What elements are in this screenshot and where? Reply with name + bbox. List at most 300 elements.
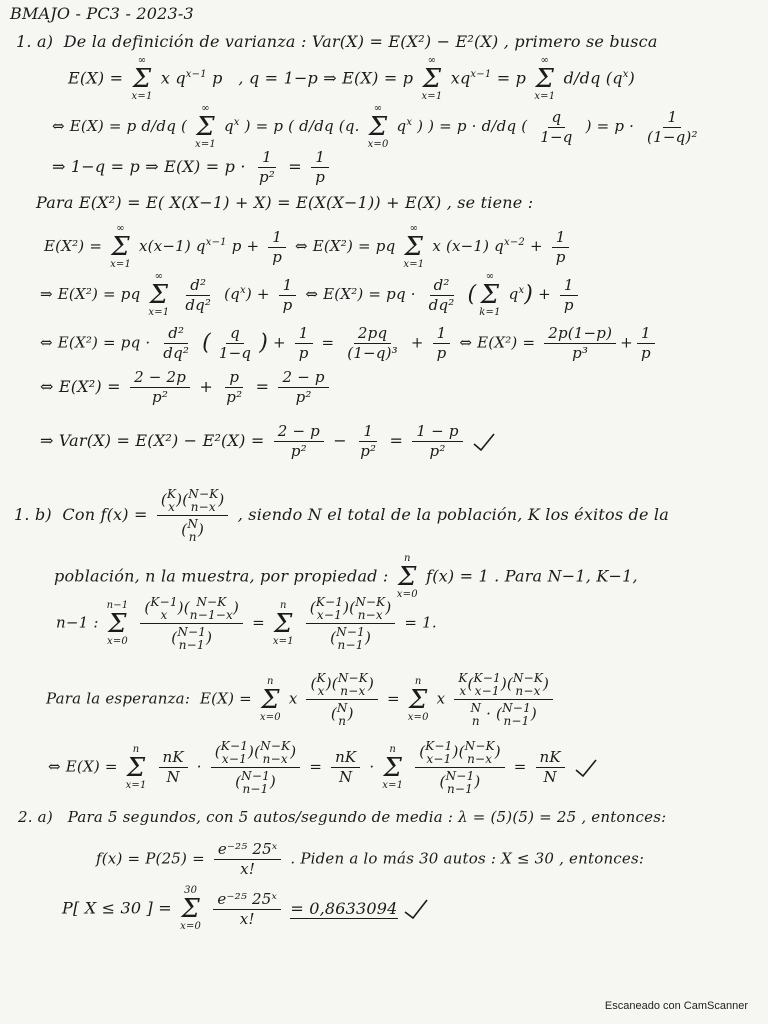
- esp-eq2: =: [386, 689, 400, 708]
- frac-num: 2pq: [354, 326, 391, 344]
- sum-lower: k=1: [479, 307, 501, 318]
- binom-bottom: n: [471, 713, 480, 728]
- frac-num: ( K x )( N−K n−x ): [306, 672, 378, 700]
- frac-den: ( N n ): [181, 517, 205, 544]
- sum-symbol: [403, 224, 424, 270]
- ex-result-line: [52, 150, 333, 185]
- frac-num: 1: [552, 230, 570, 248]
- sum-lower: x=1: [534, 91, 556, 102]
- fraction: [159, 750, 188, 785]
- binom-top: N: [187, 517, 199, 532]
- sum-symbol: [421, 56, 442, 102]
- frac-num: e⁻²⁵ 25ˣ: [214, 842, 282, 860]
- fraction: [211, 740, 301, 795]
- sum-lower: x=0: [407, 711, 429, 723]
- frac-num: 1: [433, 326, 451, 344]
- frac-num: ( K−1 x−1 )( N−K n−x ): [211, 740, 301, 768]
- l6-tail: p +: [231, 237, 260, 255]
- binom-bottom: n−x: [357, 607, 383, 622]
- sum-upper: 30: [184, 885, 198, 896]
- binom-top: K−1: [473, 671, 501, 685]
- l10-minus: −: [333, 431, 347, 450]
- sum-symbol: [534, 56, 555, 102]
- paren: (: [467, 282, 477, 307]
- binom-bottom: n−x: [467, 751, 493, 766]
- frac-den: dq²: [428, 295, 455, 314]
- l3f: ) ) = p · d/dq (: [417, 117, 528, 135]
- fraction: [643, 107, 702, 146]
- frac-num: nK: [159, 750, 188, 768]
- ex-hypergeom-result-line: [48, 740, 598, 795]
- ex-sum2: xq: [450, 68, 471, 88]
- binom: [425, 740, 452, 765]
- sum-symbol: [397, 554, 418, 600]
- ex-exp: x−1: [185, 69, 207, 81]
- frac-den: 1−q: [218, 344, 252, 362]
- sum-symbol: [195, 104, 216, 150]
- poisson-pmf-line: [96, 842, 644, 877]
- sum-upper: ∞: [116, 223, 125, 234]
- frac-den: p: [640, 344, 651, 362]
- binom-top: K−1: [315, 595, 344, 609]
- sum-symbol: [382, 745, 403, 791]
- binom-bottom: x−1: [474, 683, 500, 698]
- frac-den: N: [166, 768, 180, 787]
- frac-num: 2 − 2p: [130, 370, 190, 388]
- ex-term: x q: [160, 68, 186, 88]
- frac-num: 1 − p: [412, 424, 462, 442]
- binom: [337, 702, 348, 727]
- paren: (: [202, 330, 211, 356]
- binom-bottom: x−1: [426, 751, 452, 766]
- binom-bottom: n−x: [262, 751, 288, 766]
- frac-num: nK: [536, 750, 565, 768]
- reindex-line: [56, 596, 437, 651]
- frac-num: d²: [164, 326, 188, 344]
- sum-lower: x=1: [195, 139, 216, 150]
- binom-bottom: x−1: [316, 607, 342, 622]
- sigma: Σ: [274, 608, 293, 639]
- binom-bottom: n−1: [242, 781, 269, 796]
- l7-q: (q: [224, 285, 240, 303]
- fraction: [433, 326, 451, 361]
- frac-num: ( K−1 x−1 )( N−K n−x ): [306, 596, 396, 624]
- frac-den: (1−q)²: [647, 127, 698, 146]
- def-text: , siendo N el total de la población, K los éxitos de la: [237, 505, 669, 525]
- sum-upper: n: [403, 553, 411, 564]
- binom: [241, 770, 270, 795]
- binom-top: N: [470, 701, 482, 716]
- binom: [150, 596, 177, 621]
- l6-plus: +: [529, 237, 543, 255]
- fraction: [295, 326, 313, 361]
- esp-x2: x: [436, 689, 446, 708]
- sum-lower: x=1: [403, 259, 425, 270]
- frac-num: ( K−1 x )( N−K n−1−x ): [140, 596, 243, 624]
- fraction: [560, 275, 578, 314]
- l3c-exp: x: [233, 117, 240, 128]
- binom: [474, 672, 501, 697]
- frac-den: p: [272, 247, 283, 266]
- fraction: [343, 326, 402, 361]
- sum-symbol: [479, 272, 500, 318]
- sum-lower: x=1: [148, 307, 170, 318]
- frac-den: ( N−1 n−1 ): [235, 769, 276, 796]
- binom-top: N−K: [512, 671, 544, 685]
- fraction: [213, 889, 281, 928]
- sum-symbol: [408, 677, 429, 723]
- checkmark-icon: [472, 432, 496, 452]
- ex-sum2-exp: x−1: [470, 69, 492, 81]
- q-def: , q = 1−p ⇒ E(X) = p: [238, 68, 414, 88]
- binom: [465, 740, 495, 765]
- frac-num: 2 − p: [278, 370, 328, 388]
- frac-den: p: [282, 295, 293, 314]
- sum-upper: ∞: [201, 103, 210, 114]
- binom: [470, 702, 481, 727]
- l3h: ) = p ·: [585, 117, 635, 135]
- frac-num: 1: [268, 230, 286, 248]
- binom-bottom: x−1: [221, 751, 247, 766]
- frac-num: nK: [331, 750, 360, 768]
- sum-symbol: [180, 886, 201, 932]
- sigma: Σ: [368, 112, 388, 142]
- l8-plus: +: [272, 333, 286, 352]
- fraction: [140, 596, 243, 651]
- scanner-footer: Escaneado con CamScanner: [604, 1000, 748, 1012]
- sum-upper: n: [132, 743, 140, 755]
- eq-one: = 1.: [404, 613, 437, 632]
- l8-eq: =: [321, 333, 335, 352]
- frac-den: p: [298, 344, 309, 362]
- binom: [316, 596, 343, 621]
- sum-upper: ∞: [409, 223, 419, 234]
- frac-den: p²: [360, 442, 377, 460]
- binom-top: N−K: [188, 487, 219, 501]
- sum-lower: x=1: [131, 91, 153, 102]
- checkmark-icon: [403, 898, 429, 920]
- binom: [187, 518, 198, 543]
- l7-mid: ⇔ E(X²) = pq ·: [305, 285, 416, 303]
- p-lhs: P[ X ≤ 30 ] =: [62, 898, 172, 918]
- binom-top: N−K: [464, 739, 495, 753]
- frac-num: q: [226, 326, 244, 344]
- sigma: Σ: [132, 64, 152, 94]
- frac-den: x!: [239, 909, 255, 928]
- sigma: Σ: [408, 684, 428, 715]
- fraction: [268, 227, 286, 266]
- p-result: = 0,8633094: [290, 898, 398, 918]
- sum-symbol: [132, 56, 153, 102]
- fraction: [222, 370, 246, 405]
- l-eq: =: [309, 757, 323, 776]
- ex2-simplified-line: [40, 370, 333, 405]
- fraction: [536, 750, 565, 785]
- binom: [188, 488, 218, 513]
- sum-f-text: f(x) = 1 . Para N−1, K−1,: [426, 566, 638, 586]
- frac-num: q: [548, 110, 566, 128]
- fraction: [159, 326, 193, 361]
- fraction: [279, 275, 297, 314]
- frac-den: 1−q: [540, 127, 573, 146]
- dot: ·: [196, 757, 202, 776]
- sigma: Σ: [422, 64, 442, 94]
- binom: [336, 626, 365, 651]
- sum-symbol: [110, 224, 131, 270]
- l8-plus3: +: [620, 333, 633, 352]
- l8-mid: +: [410, 333, 424, 352]
- fraction: [331, 750, 360, 785]
- sum-upper: ∞: [485, 271, 495, 282]
- l8-res: ⇔ E(X²) =: [459, 333, 536, 352]
- binom-bottom: n−1: [503, 713, 530, 728]
- sum-lower: x=1: [272, 635, 294, 647]
- fx-lhs: f(x) = P(25) =: [96, 849, 205, 868]
- ex-derivation-line: [52, 104, 706, 150]
- esp-x: x: [288, 689, 298, 708]
- frac-num: ( K−1 x−1 )( N−K n−x ): [415, 740, 505, 768]
- ex-eq3: = p: [496, 68, 527, 88]
- l3d: ) = p ( d/dq (q.: [244, 117, 360, 135]
- checkmark-icon: [574, 758, 598, 778]
- binom-bottom: n−1−x: [189, 607, 234, 622]
- fraction: [412, 424, 462, 459]
- fraction: [157, 488, 229, 543]
- l6-term2: x (x−1) q: [432, 237, 504, 255]
- problem-1a-intro: [16, 34, 658, 50]
- binom-top: K: [316, 671, 326, 685]
- frac-den: p: [436, 344, 447, 362]
- sigma: Σ: [108, 608, 127, 639]
- sum-lower: x=0: [396, 589, 418, 600]
- esp-eq: E(X) =: [200, 689, 252, 708]
- l9-eq: =: [255, 377, 270, 396]
- binom-bottom: n: [188, 529, 197, 544]
- sum-upper: n−1: [106, 599, 129, 611]
- frac-den: dq²: [185, 295, 212, 314]
- sigma: Σ: [126, 752, 146, 783]
- fraction: [181, 275, 215, 314]
- n1-label: n−1 :: [56, 613, 99, 632]
- fraction: [454, 672, 553, 727]
- pob-text: población, n la muestra, por propiedad :: [54, 566, 389, 586]
- binom-bottom: n−1: [337, 637, 364, 652]
- frac-den: (1−q)³: [347, 344, 398, 362]
- l3a: ⇔ E(X) = p: [52, 117, 137, 135]
- ex-lhs: E(X) =: [68, 68, 124, 88]
- l10-lhs: ⇒ Var(X) = E(X²) − E²(X) =: [40, 431, 265, 450]
- problem-1b-label: 1. b): [14, 505, 52, 525]
- fraction: [552, 227, 570, 266]
- esp-text: Para la esperanza:: [46, 689, 191, 708]
- sum-lower: x=0: [106, 635, 128, 647]
- fraction: [544, 326, 616, 361]
- sigma: Σ: [261, 684, 280, 715]
- l-last: ⇔ E(X) =: [48, 757, 118, 776]
- piden-text: . Piden a lo más 30 autos : X ≤ 30 , entonces:: [290, 849, 645, 868]
- frac-den: p²: [290, 442, 307, 460]
- frac-num: 1: [295, 326, 313, 344]
- sum-upper: ∞: [154, 271, 164, 282]
- fraction: [255, 150, 279, 185]
- fraction: [274, 424, 324, 459]
- fraction: [215, 326, 255, 361]
- sigma: Σ: [149, 280, 169, 310]
- sigma: Σ: [535, 64, 555, 94]
- frac-num: 1: [311, 150, 329, 168]
- binom: [458, 672, 467, 697]
- frac-num: 1: [663, 110, 681, 128]
- fraction: [130, 370, 190, 405]
- frac-den: p: [555, 247, 566, 266]
- binom: [317, 672, 326, 697]
- frac-den: dq²: [163, 344, 190, 362]
- sum-lower: x=0: [259, 711, 281, 723]
- frac-den: p: [563, 295, 574, 314]
- frac-num: d²: [186, 278, 210, 296]
- frac-den: p²: [258, 168, 275, 186]
- l7-lhs: ⇒ E(X²) = pq: [40, 285, 141, 303]
- binom-top: K−1: [425, 739, 453, 753]
- l6-mid: ⇔ E(X²) = pq: [294, 237, 396, 255]
- sum-lower: x=0: [180, 921, 202, 932]
- binom: [167, 488, 176, 513]
- page-header: BMAJO - PC3 - 2023-3: [10, 4, 194, 23]
- frac-num: 1: [359, 424, 377, 442]
- l6-lhs: E(X²) =: [44, 237, 103, 255]
- fraction: [278, 370, 328, 405]
- fraction: [356, 424, 380, 459]
- binom-bottom: n−1: [178, 637, 205, 652]
- ex2-sum-line: [44, 224, 574, 270]
- frac-num: ( K x )( N−K n−x ): [157, 488, 229, 516]
- l9-plus: +: [199, 377, 213, 396]
- l4-eq: =: [288, 157, 302, 176]
- l-eq2: =: [513, 757, 527, 776]
- sum-lower: x=1: [110, 259, 132, 270]
- ex-tail: p: [212, 68, 223, 88]
- problem-1a-label: 1. a): [16, 32, 54, 51]
- sum-symbol: [107, 601, 129, 647]
- binom-bottom: n−x: [340, 683, 366, 698]
- variance-result-line: [40, 424, 496, 459]
- sum-upper: ∞: [427, 55, 437, 66]
- l6-exp: x−1: [205, 237, 227, 248]
- l7-inner-exp: x: [518, 285, 525, 296]
- frac-den: N: [339, 768, 353, 787]
- ex-deriv-exp: x: [622, 69, 629, 81]
- fraction: [415, 740, 505, 795]
- paren: ): [524, 282, 534, 307]
- binom-top: K: [458, 671, 468, 685]
- poisson-cdf-line: [62, 886, 429, 932]
- l7-inner: q: [508, 285, 519, 303]
- sum-symbol: [148, 272, 169, 318]
- sum-upper: ∞: [540, 55, 550, 66]
- frac-den: ( N−1 n−1 ): [330, 625, 372, 652]
- binom: [446, 770, 475, 795]
- binom-bottom: x: [168, 499, 176, 514]
- frac-den: p: [315, 168, 325, 186]
- frac-num: d²: [430, 278, 454, 296]
- frac-num: 1: [637, 326, 655, 344]
- binom: [355, 596, 385, 621]
- fraction: [306, 596, 396, 651]
- sigma: Σ: [404, 232, 424, 262]
- ex2-frac-line: [40, 326, 659, 361]
- frac-num: 2p(1−p): [544, 326, 616, 344]
- frac-num: K x ( K−1 x−1 )( N−K n−x ): [454, 672, 553, 700]
- l7-plus: +: [538, 285, 551, 303]
- sum-upper: ∞: [373, 103, 383, 114]
- sigma: Σ: [196, 112, 215, 142]
- para-ex2-line: Para E(X²) = E( X(X−1) + X) = E(X(X−1)) + E(X) , se tiene :: [36, 193, 534, 212]
- binom-top: N: [336, 701, 348, 716]
- sum-symbol: [368, 104, 389, 150]
- problem-2a-line: [18, 810, 666, 825]
- binom: [338, 672, 368, 697]
- binom: [177, 626, 206, 651]
- sum-symbol: [273, 601, 294, 647]
- sum-upper: n: [279, 599, 287, 611]
- sigma: Σ: [383, 752, 403, 783]
- binom-top: K−1: [150, 595, 178, 609]
- l6-term: x(x−1) q: [139, 237, 206, 255]
- sigma: Σ: [111, 232, 130, 262]
- binom-top: K−1: [220, 739, 249, 753]
- dot: ·: [369, 757, 375, 776]
- frac-den: p²: [295, 388, 312, 406]
- frac-den: ( N n ): [330, 701, 354, 728]
- sum-upper: ∞: [137, 55, 147, 66]
- sigma: Σ: [181, 894, 200, 924]
- problem-1a-text: De la definición de varianza : Var(X) = E(X²) − E²(X) , primero se busca: [63, 32, 658, 51]
- frac-num: 1: [560, 278, 578, 296]
- frac-num: e⁻²⁵ 25ˣ: [213, 892, 281, 910]
- binom-top: N−1: [177, 625, 207, 640]
- binom-bottom: x: [459, 683, 467, 698]
- binom: [502, 702, 531, 727]
- binom-top: N−1: [502, 701, 531, 716]
- frac-den: N: [543, 768, 557, 787]
- l3c: q: [223, 117, 234, 135]
- frac-num: 1: [279, 278, 297, 296]
- l6-exp2: x−2: [504, 237, 525, 248]
- problem-2a-label: 2. a): [18, 808, 53, 826]
- l10-eq: =: [389, 431, 404, 450]
- l3b: d/dq (: [141, 117, 188, 135]
- binom-bottom: n−x: [190, 499, 216, 514]
- sum-upper: n: [389, 743, 397, 755]
- frac-den: p²: [226, 388, 243, 406]
- l7-q-exp: x: [239, 285, 246, 296]
- binom-top: K: [166, 487, 177, 501]
- frac-num: 2 − p: [274, 424, 324, 442]
- sigma: Σ: [397, 562, 417, 592]
- l7-close: ) +: [245, 285, 270, 303]
- sum-upper: n: [414, 675, 422, 687]
- binom-top: N−K: [337, 671, 368, 685]
- binom-top: N−K: [196, 595, 227, 609]
- binom-top: N−1: [445, 769, 475, 784]
- sigma: Σ: [480, 280, 500, 310]
- property-line: [54, 554, 638, 600]
- binom-top: N−K: [355, 595, 386, 609]
- binom: [260, 740, 290, 765]
- sum-symbol: [260, 677, 281, 723]
- frac-den: x!: [240, 860, 256, 878]
- problem-1b-line: [14, 488, 669, 543]
